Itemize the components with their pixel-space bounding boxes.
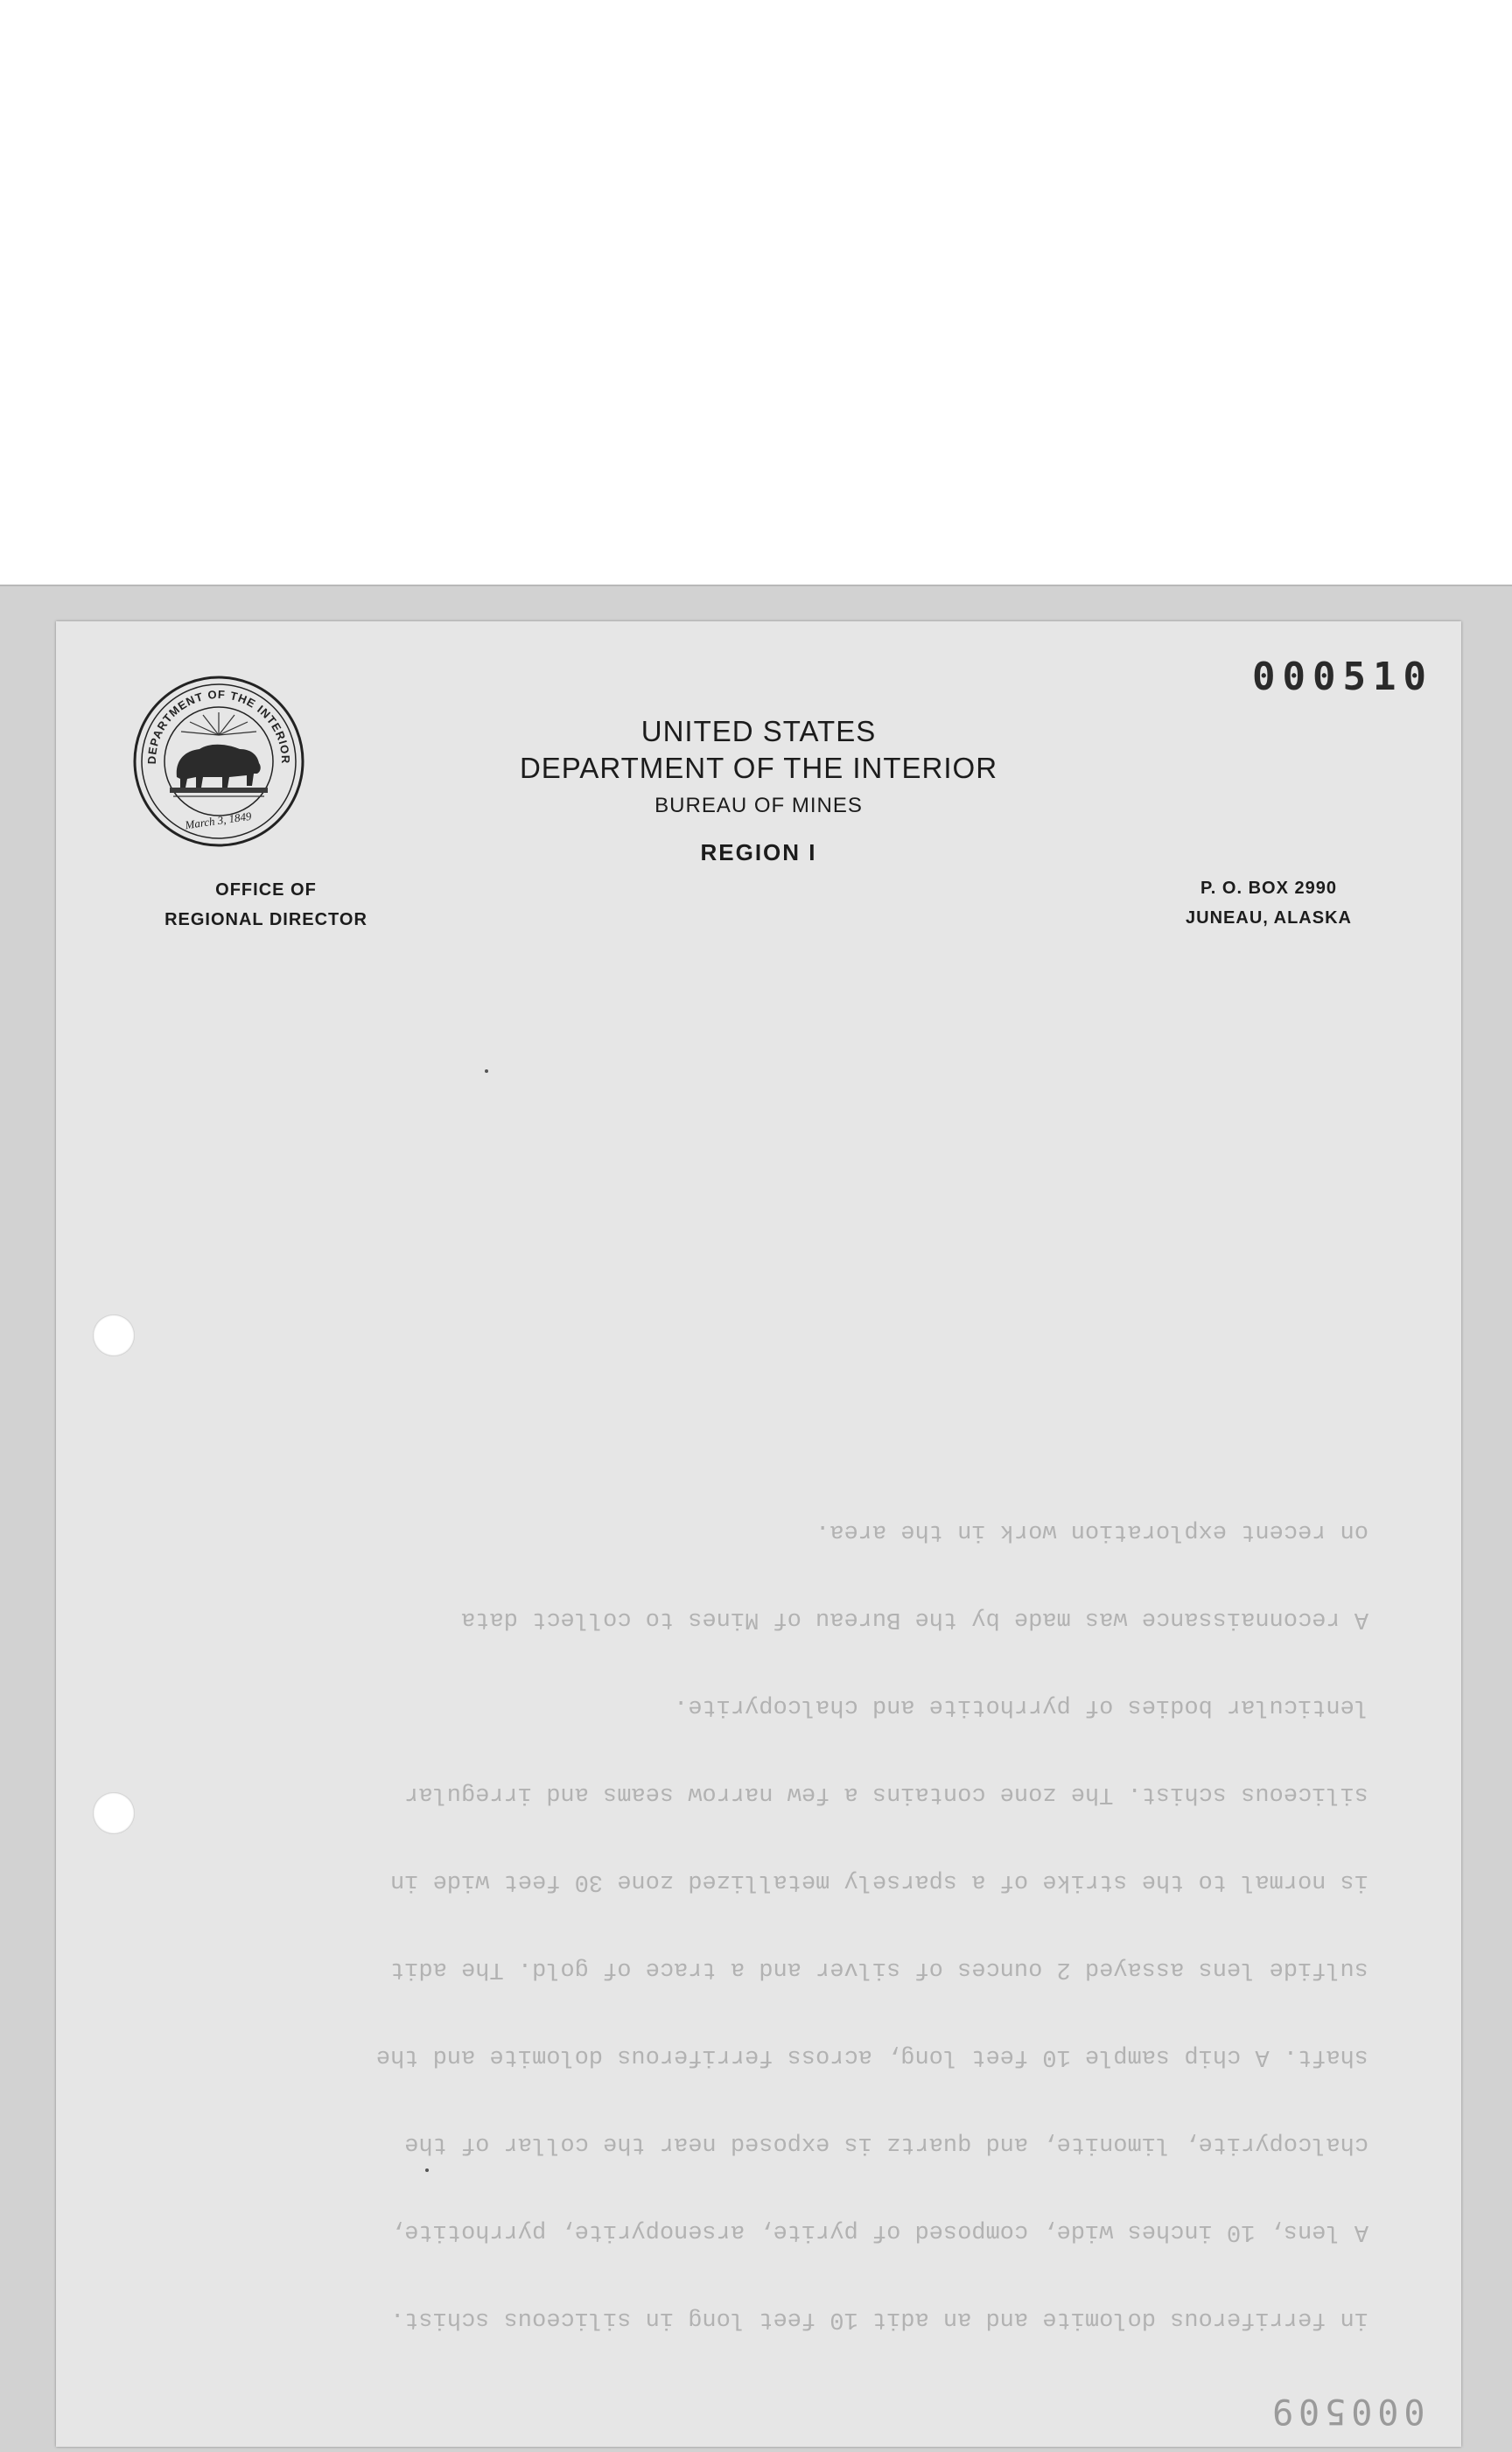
office-line-1: OFFICE OF: [215, 880, 317, 900]
document-number: 000510: [1252, 655, 1433, 699]
seal-date: March 3, 1849: [184, 809, 253, 832]
bleed-through-number: 000509: [1266, 2391, 1424, 2431]
address-block: [1155, 873, 1382, 933]
office-block: [135, 875, 397, 935]
bleed-line: in ferriferous dolomite and an adit 10 feet long in siliceous schist.: [390, 2306, 1368, 2332]
letterhead-line-1: UNITED STATES: [640, 715, 877, 747]
punch-hole: [93, 1314, 135, 1356]
office-line-2: REGIONAL DIRECTOR: [164, 910, 368, 929]
region-heading: REGION I: [700, 839, 817, 865]
scan-speck: [485, 1069, 488, 1073]
letterhead: [56, 713, 1461, 866]
bleed-line: A reconnaissance was made by the Bureau of Mines to collect data: [461, 1606, 1368, 1632]
bleed-line: siliceous schist. The zone contains a few narrow seams and irregular: [404, 1781, 1368, 1807]
bleed-line: lenticular bodies of pyrrhotite and chalcopyrite.: [674, 1693, 1368, 1720]
bleed-through-text: [266, 1488, 1368, 2363]
bleed-line: is normal to the strike of a sparsely metallized zone 30 feet wide in: [390, 1868, 1368, 1895]
address-line-1: P. O. BOX 2990: [1200, 879, 1337, 898]
letterhead-line-3: BUREAU OF MINES: [654, 794, 863, 817]
bleed-line: on recent exploration work in the area.: [816, 1518, 1368, 1545]
bleed-line: sulfide lens assayed 2 ounces of silver and a trace of gold. The adit: [390, 1956, 1368, 1982]
letter-page: [56, 621, 1461, 2447]
bleed-line: A lens, 10 inches wide, composed of pyrite, arsenopyrite, pyrrhotite,: [390, 2218, 1368, 2245]
seal-outer-text: DEPARTMENT OF THE INTERIOR: [144, 687, 293, 765]
punch-hole: [93, 1792, 135, 1834]
bleed-line: shaft. A chip sample 10 feet long, across ferriferous dolomite and the: [375, 2043, 1368, 2070]
letterhead-line-2: DEPARTMENT OF THE INTERIOR: [519, 752, 998, 784]
address-line-2: JUNEAU, ALASKA: [1186, 908, 1352, 928]
bleed-line: chalcopyrite, limonite, and quartz is exposed near the collar of the: [404, 2131, 1368, 2157]
